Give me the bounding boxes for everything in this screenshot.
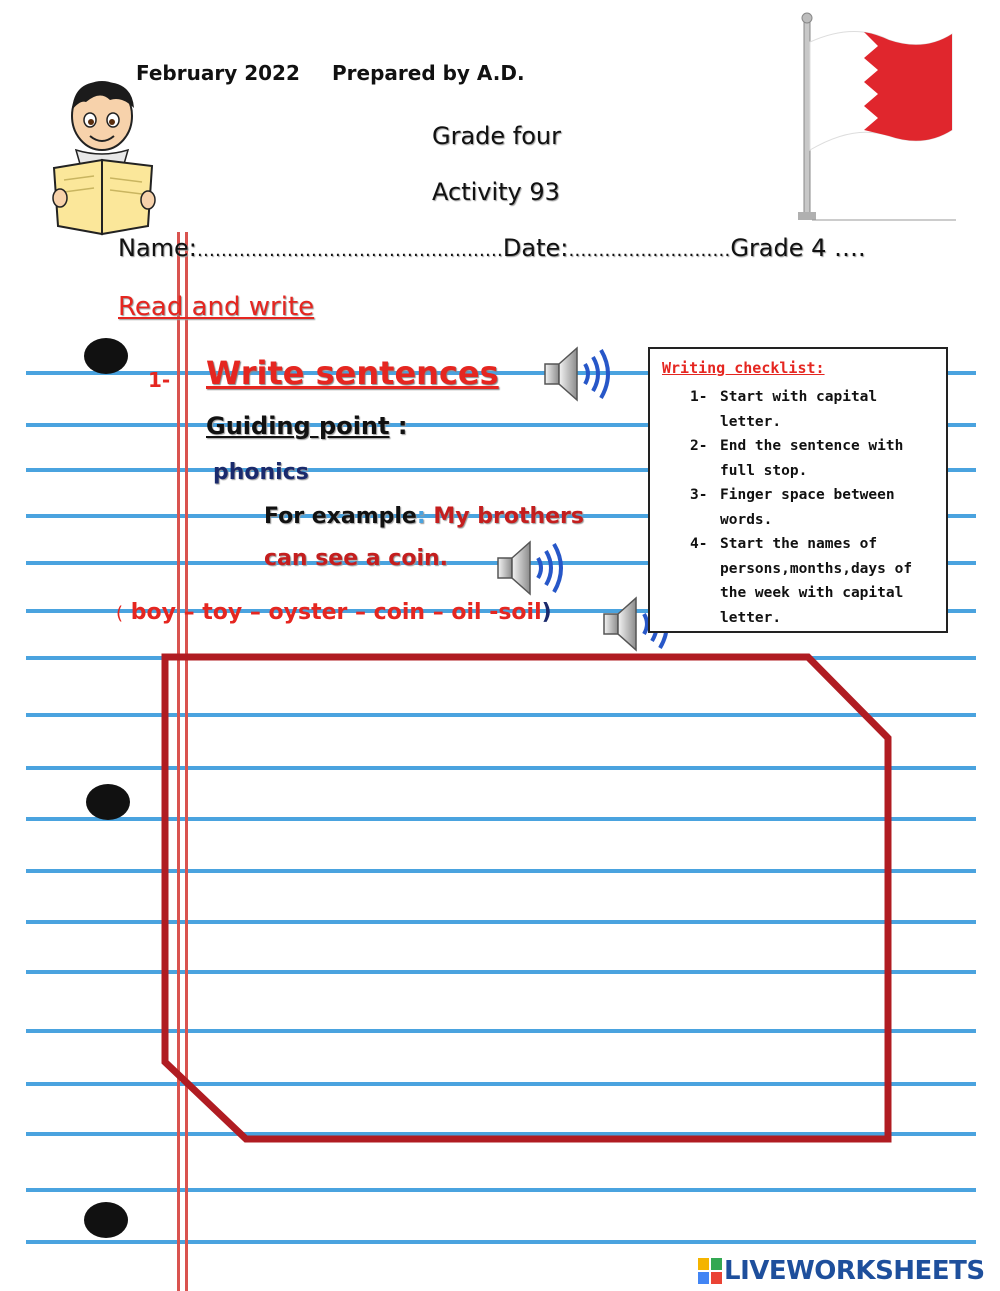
binder-hole [84,338,128,374]
guiding-point-label: Guiding point [206,412,390,440]
section-title: Read and write [118,292,315,322]
checklist-title: Writing checklist: [662,359,825,377]
checklist-item-number: 3- [690,487,708,503]
example-colon: : [416,504,426,529]
checklist-item [690,483,940,532]
binder-hole [86,784,130,820]
checklist-item-number: 4- [690,536,708,552]
checklist-item [690,532,940,630]
writing-answer-area[interactable] [160,652,896,1148]
topic-label: phonics [213,460,309,485]
guiding-point-colon: : [397,412,408,440]
phonics-word-list [116,600,552,625]
checklist-item [690,434,940,483]
activity-title: Activity 93 [432,178,560,206]
checklist-items [690,385,940,630]
logo-text: LIVEWORKSHEETS [724,1256,985,1286]
checklist-item-text: Start with capital letter. [720,389,878,430]
writing-checklist [648,347,948,633]
checklist-item-text: Finger space between words. [720,487,895,528]
guiding-point [206,412,407,440]
checklist-item-text: Start the names of persons,months,days of the week with capital letter. [720,536,913,626]
bahrain-flag-icon [794,12,958,224]
example-line-1 [264,504,584,529]
word-list: boy – toy – oyster – coin – oil -soil [130,600,542,625]
task-number: 1- [148,368,171,392]
checklist-item-number: 2- [690,438,708,454]
student-info-line [118,234,866,262]
date-field[interactable]: ……………………… [568,240,731,261]
name-label: Name: [118,234,197,262]
word-list-close-paren: ) [541,600,552,625]
checklist-item [690,385,940,434]
checklist-item-text: End the sentence with full stop. [720,438,904,479]
speaker-icon[interactable] [543,344,617,404]
binder-hole [84,1202,128,1238]
word-list-open-paren: ( [116,603,124,624]
example-label: For example [264,504,417,529]
grade-title: Grade four [432,122,562,150]
boy-reading-icon [50,76,160,236]
date-label: Date: [502,234,569,262]
task-title: Write sentences [206,354,499,392]
example-line-2: can see a coin. [264,546,449,571]
logo-blocks-icon [698,1258,722,1284]
speaker-icon[interactable] [496,538,570,598]
name-field[interactable]: …………………………………………… [196,240,503,261]
example-text: My brothers [433,504,584,529]
liveworksheets-logo [698,1256,985,1286]
worksheet-date: February 2022 [136,61,300,85]
checklist-item-number: 1- [690,389,708,405]
prepared-by: Prepared by A.D. [332,61,525,85]
grade-label: Grade 4 …. [730,234,866,262]
